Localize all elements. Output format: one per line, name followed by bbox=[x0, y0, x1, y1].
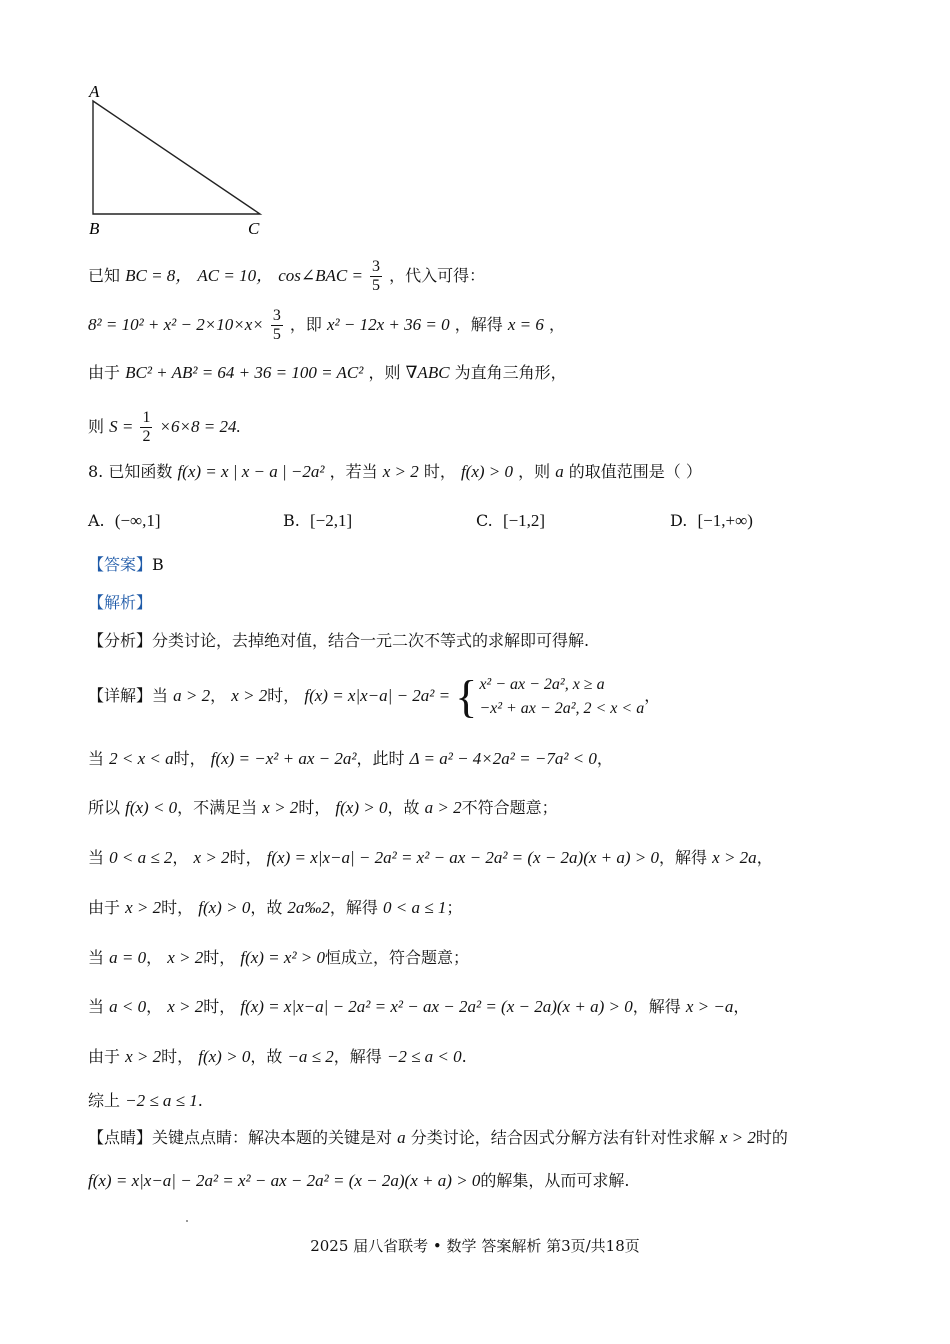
given-fraction: $\frac{3}{5}$ bbox=[372, 258, 381, 294]
detail-line-7: 当 a < 0， x > 2时， f(x) = x|x−a| − 2a² = x² − ax − 2a² = (x − 2a)(x + a) > 0，解得 x > −a， bbox=[88, 997, 750, 1016]
detail-line-2: 当 2 < x < a时， f(x) = −x² + ax − 2a²，此时 Δ = a² − 4×2a² = −7a² < 0， bbox=[88, 749, 613, 768]
given-prefix: 已知 bbox=[88, 266, 121, 285]
answer-value: B bbox=[152, 555, 164, 574]
cosine-law: 8² = 10² + x² − 2×10×x× bbox=[88, 315, 264, 334]
question-stem: 8. 已知函数 f(x) = x | x − a | −2a² ，若当 x > 2 时， f(x) > 0 ，则 a 的取值范围是（ ） bbox=[88, 462, 702, 481]
detail-line-6: 当 a = 0， x > 2时， f(x) = x² > 0恒成立，符合题意； bbox=[88, 948, 470, 967]
dianjing-line-2: f(x) = x|x−a| − 2a² = x² − ax − 2a² = (x − 2a)(x + a) > 0的解集，从而可求解. bbox=[88, 1171, 630, 1190]
fenxi-line: 【分析】分类讨论，去掉绝对值，结合一元二次不等式的求解即可得解. bbox=[88, 631, 590, 650]
option-c: C. [−1,2] bbox=[476, 511, 546, 530]
triangle-figure bbox=[80, 80, 280, 245]
given-suffix: ，代入可得： bbox=[389, 266, 486, 285]
detail-line-3: 所以 f(x) < 0，不满足当 x > 2时， f(x) > 0，故 a > 2不符合题意； bbox=[88, 798, 558, 817]
dianjing-line-1: 【点睛】关键点点睛：解决本题的关键是对 a 分类讨论，结合因式分解方法有针对性求解 x > 2时的 bbox=[88, 1128, 788, 1147]
given-bc: BC = 8， bbox=[125, 266, 193, 285]
vertex-label-b: B bbox=[89, 219, 100, 238]
function-def: f(x) = x | x − a | −2a² bbox=[177, 462, 325, 481]
triangle-abc bbox=[93, 101, 260, 214]
equation-line-1: 8² = 10² + x² − 2×10×x× $\frac{3}{5}$ ，即 x² − 12x + 36 = 0 ，解得 x = 6 ， bbox=[88, 307, 565, 343]
pythagoras: BC² + AB² = 64 + 36 = 100 = AC² bbox=[125, 363, 364, 382]
eq1-mid: ，即 bbox=[289, 315, 322, 334]
cases-brace: { bbox=[455, 670, 478, 722]
detail-line-4: 当 0 < a ≤ 2， x > 2时， f(x) = x|x−a| − 2a² = x² − ax − 2a² = (x − 2a)(x + a) > 0，解得 x > 2a， bbox=[88, 848, 773, 867]
fenxi-tag: 【分析】 bbox=[88, 631, 153, 650]
detail-tag: 【详解】 bbox=[88, 686, 153, 705]
triangle-symbol: ∇ABC bbox=[405, 363, 450, 382]
piecewise-cases: x² − ax − 2a², x ≥ a −x² + ax − 2a², 2 < x < a bbox=[479, 675, 645, 717]
discriminant: Δ = a² − 4×2a² = −7a² < 0 bbox=[409, 749, 597, 768]
area-fraction: $\frac{1}{2}$ bbox=[142, 409, 151, 445]
given-cos: cos∠BAC = bbox=[278, 266, 363, 285]
area-line: 则 S = $\frac{1}{2}$ ×6×8 = 24. bbox=[88, 409, 241, 445]
detail-line-1: 【详解】当 a > 2， x > 2时， f(x) = x|x−a| − 2a² = { x² − ax − 2a², x ≥ a −x² + ax − 2a², 2 < x < a ， bbox=[88, 670, 661, 722]
option-b: B. [−2,1] bbox=[283, 511, 353, 530]
eq1-solve: ，解得 bbox=[454, 315, 503, 334]
conclusion-line: 综上 −2 ≤ a ≤ 1. bbox=[88, 1091, 203, 1110]
equation-line-2: 由于 BC² + AB² = 64 + 36 = 100 = AC² ，则 ∇ABC 为直角三角形， bbox=[88, 363, 567, 382]
page-footer: 2025 届八省联考 • 数学 答案解析 第3页/共18页 bbox=[310, 1237, 640, 1255]
quadratic: x² − 12x + 36 = 0 bbox=[327, 315, 450, 334]
vertex-label-c: C bbox=[248, 219, 260, 238]
given-line bbox=[88, 258, 485, 295]
detail-line-8: 由于 x > 2时， f(x) > 0，故 −a ≤ 2，解得 −2 ≤ a < 0. bbox=[88, 1047, 467, 1066]
analysis-tag: 【解析】 bbox=[88, 593, 153, 612]
eq1-fraction: $\frac{3}{5}$ bbox=[272, 307, 281, 343]
dianjing-tag: 【点睛】 bbox=[88, 1128, 153, 1147]
decor-dot bbox=[186, 1220, 188, 1222]
answer-line bbox=[88, 554, 164, 576]
root: x = 6 bbox=[507, 315, 544, 334]
analysis-tag-line bbox=[88, 592, 152, 614]
detail-line-5: 由于 x > 2时， f(x) > 0，故 2a‰2，解得 0 < a ≤ 1； bbox=[88, 898, 463, 917]
answer-tag: 【答案】 bbox=[88, 555, 153, 574]
vertex-label-a: A bbox=[89, 82, 100, 101]
option-d: D. [−1,+∞) bbox=[670, 511, 753, 530]
option-a: A. (−∞,1] bbox=[88, 511, 161, 530]
given-ac: AC = 10， bbox=[197, 266, 274, 285]
